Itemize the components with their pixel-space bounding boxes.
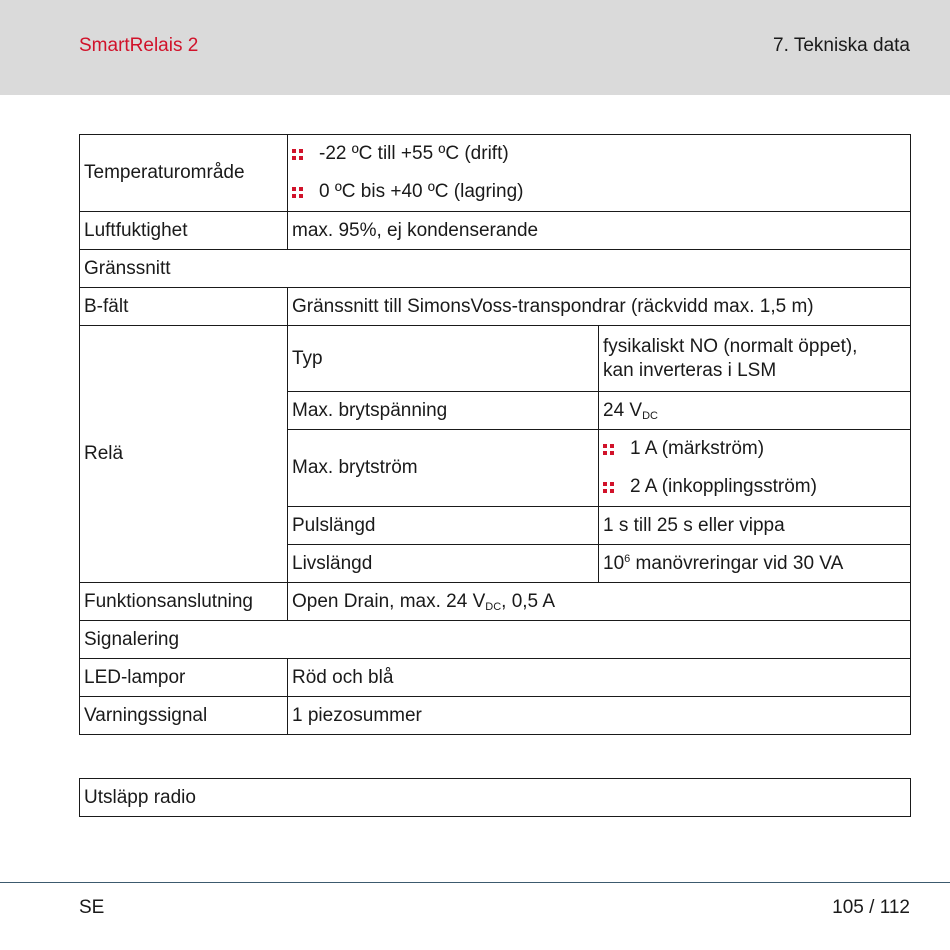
brand-title: SmartRelais 2	[79, 35, 199, 56]
relay-current-inrush: 2 A (inkopplingsström)	[630, 476, 817, 497]
relay-type-value	[599, 326, 911, 392]
bfield-label: B-fält	[80, 288, 288, 326]
emission-table	[79, 778, 911, 817]
relay-pulse-label: Pulslängd	[288, 507, 599, 545]
footer-language: SE	[79, 897, 105, 918]
function-label: Funktionsanslutning	[80, 583, 288, 621]
led-value: Röd och blå	[288, 659, 911, 697]
list-item	[599, 468, 910, 506]
spec-table	[79, 134, 911, 735]
relay-life-value: $10^6$ manövreringar vid 30 VA	[599, 545, 911, 583]
list-item	[288, 135, 910, 173]
humidity-value: max. 95%, ej kondenserande	[288, 212, 911, 250]
relay-voltage-label: Max. brytspänning	[288, 392, 599, 430]
relay-current-label: Max. brytström	[288, 430, 599, 507]
signal-section-heading: Signalering	[80, 621, 911, 659]
temp-operating: -22 ºC till +55 ºC (drift)	[319, 143, 509, 164]
relay-current-values	[599, 430, 911, 507]
warning-label: Varningssignal	[80, 697, 288, 735]
relay-label: Relä	[80, 326, 288, 583]
bfield-value: Gränssnitt till SimonsVoss-transpondrar (räckvidd max. 1,5 m)	[288, 288, 911, 326]
humidity-label: Luftfuktighet	[80, 212, 288, 250]
relay-current-rated: 1 A (märkström)	[630, 438, 765, 459]
emission-heading: Utsläpp radio	[80, 779, 911, 817]
page-header	[0, 0, 950, 95]
list-item	[288, 173, 910, 211]
bullet-icon	[603, 444, 614, 455]
interface-section-heading: Gränssnitt	[80, 250, 911, 288]
warning-value: 1 piezosummer	[288, 697, 911, 735]
temp-storage: 0 ºC bis +40 ºC (lagring)	[319, 181, 524, 202]
page-number: 105 / 112	[832, 897, 910, 918]
led-label: LED-lampor	[80, 659, 288, 697]
bullet-icon	[292, 187, 303, 198]
relay-pulse-value: 1 s till 25 s eller vippa	[599, 507, 911, 545]
temp-label: Temperaturområde	[80, 135, 288, 212]
bullet-icon	[603, 482, 614, 493]
function-value: Open Drain, max. 24 $V_{DC}$, 0,5 A	[288, 583, 911, 621]
relay-voltage-value: 24 $V_{DC}$	[599, 392, 911, 430]
chapter-title: 7. Tekniska data	[773, 35, 910, 56]
bullet-icon	[292, 149, 303, 160]
relay-type-label: Typ	[288, 326, 599, 392]
relay-type-line2: kan inverteras i LSM	[603, 359, 777, 381]
temp-values	[288, 135, 911, 212]
relay-type-line1: fysikaliskt NO (normalt öppet),	[603, 335, 858, 357]
list-item	[599, 430, 910, 468]
relay-life-label: Livslängd	[288, 545, 599, 583]
footer-divider	[0, 882, 950, 883]
